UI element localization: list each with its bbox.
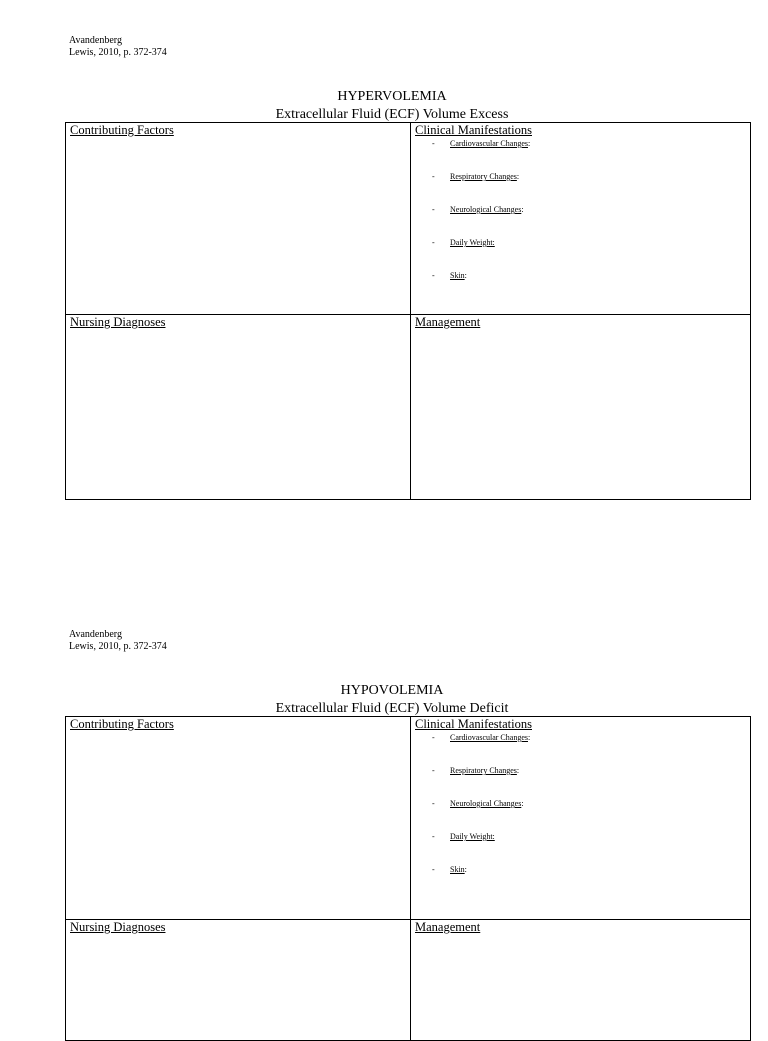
clinical-manifestations-cell[interactable] (411, 123, 750, 315)
management-cell[interactable] (411, 920, 750, 1040)
nursing-diagnoses-header: Nursing Diagnoses (70, 315, 166, 329)
manifestation-label: Cardiovascular Changes (450, 139, 528, 148)
manifestation-suffix: : (521, 205, 524, 214)
bullet-dash: - (432, 832, 435, 841)
bullet-dash: - (432, 205, 435, 214)
manifestation-label: Neurological Changes (450, 205, 522, 214)
page-subtitle: Extracellular Fluid (ECF) Volume Deficit (275, 701, 509, 716)
worksheet-table (65, 716, 751, 1041)
manifestation-label: Skin (450, 271, 465, 280)
contributing-factors-cell[interactable] (66, 123, 411, 315)
bullet-dash: - (432, 172, 435, 181)
contributing-factors-header: Contributing Factors (70, 717, 174, 731)
bullet-dash: - (432, 238, 435, 247)
nursing-diagnoses-header: Nursing Diagnoses (70, 920, 166, 934)
contributing-factors-header: Contributing Factors (70, 123, 174, 137)
management-cell[interactable] (411, 315, 750, 499)
bullet-dash: - (432, 139, 435, 148)
page-title: HYPERVOLEMIA (337, 89, 447, 104)
author-block (69, 629, 167, 653)
worksheet-table (65, 122, 751, 500)
manifestation-suffix: : (464, 865, 467, 874)
nursing-diagnoses-cell[interactable] (66, 315, 411, 499)
manifestation-label: Respiratory Changes (450, 766, 517, 775)
manifestation-label: Neurological Changes (450, 799, 522, 808)
manifestation-suffix: : (464, 271, 467, 280)
page-title: HYPOVOLEMIA (340, 683, 444, 698)
clinical-manifestations-header: Clinical Manifestations (415, 123, 532, 137)
manifestation-label: Cardiovascular Changes (450, 733, 528, 742)
bullet-dash: - (432, 865, 435, 874)
clinical-manifestations-cell[interactable] (411, 717, 750, 920)
page-subtitle: Extracellular Fluid (ECF) Volume Excess (275, 107, 509, 122)
manifestation-label: Respiratory Changes (450, 172, 517, 181)
author-block (69, 35, 167, 59)
nursing-diagnoses-cell[interactable] (66, 920, 411, 1040)
manifestation-label: Daily Weight: (450, 238, 495, 247)
bullet-dash: - (432, 799, 435, 808)
management-header: Management (415, 315, 481, 329)
manifestation-suffix: : (516, 172, 520, 181)
contributing-factors-cell[interactable] (66, 717, 411, 920)
citation: Lewis, 2010, p. 372-374 (69, 47, 167, 58)
manifestation-label: Skin (450, 865, 465, 874)
manifestation-suffix: : (516, 766, 520, 775)
management-header: Management (415, 920, 481, 934)
author-name: Avandenberg (69, 629, 122, 640)
bullet-dash: - (432, 766, 435, 775)
author-name: Avandenberg (69, 35, 122, 46)
clinical-manifestations-header: Clinical Manifestations (415, 717, 532, 731)
manifestation-label: Daily Weight: (450, 832, 495, 841)
manifestation-suffix: : (521, 799, 524, 808)
citation: Lewis, 2010, p. 372-374 (69, 641, 167, 652)
bullet-dash: - (432, 271, 435, 280)
manifestation-suffix: : (527, 733, 531, 742)
bullet-dash: - (432, 733, 435, 742)
manifestation-suffix: : (527, 139, 531, 148)
